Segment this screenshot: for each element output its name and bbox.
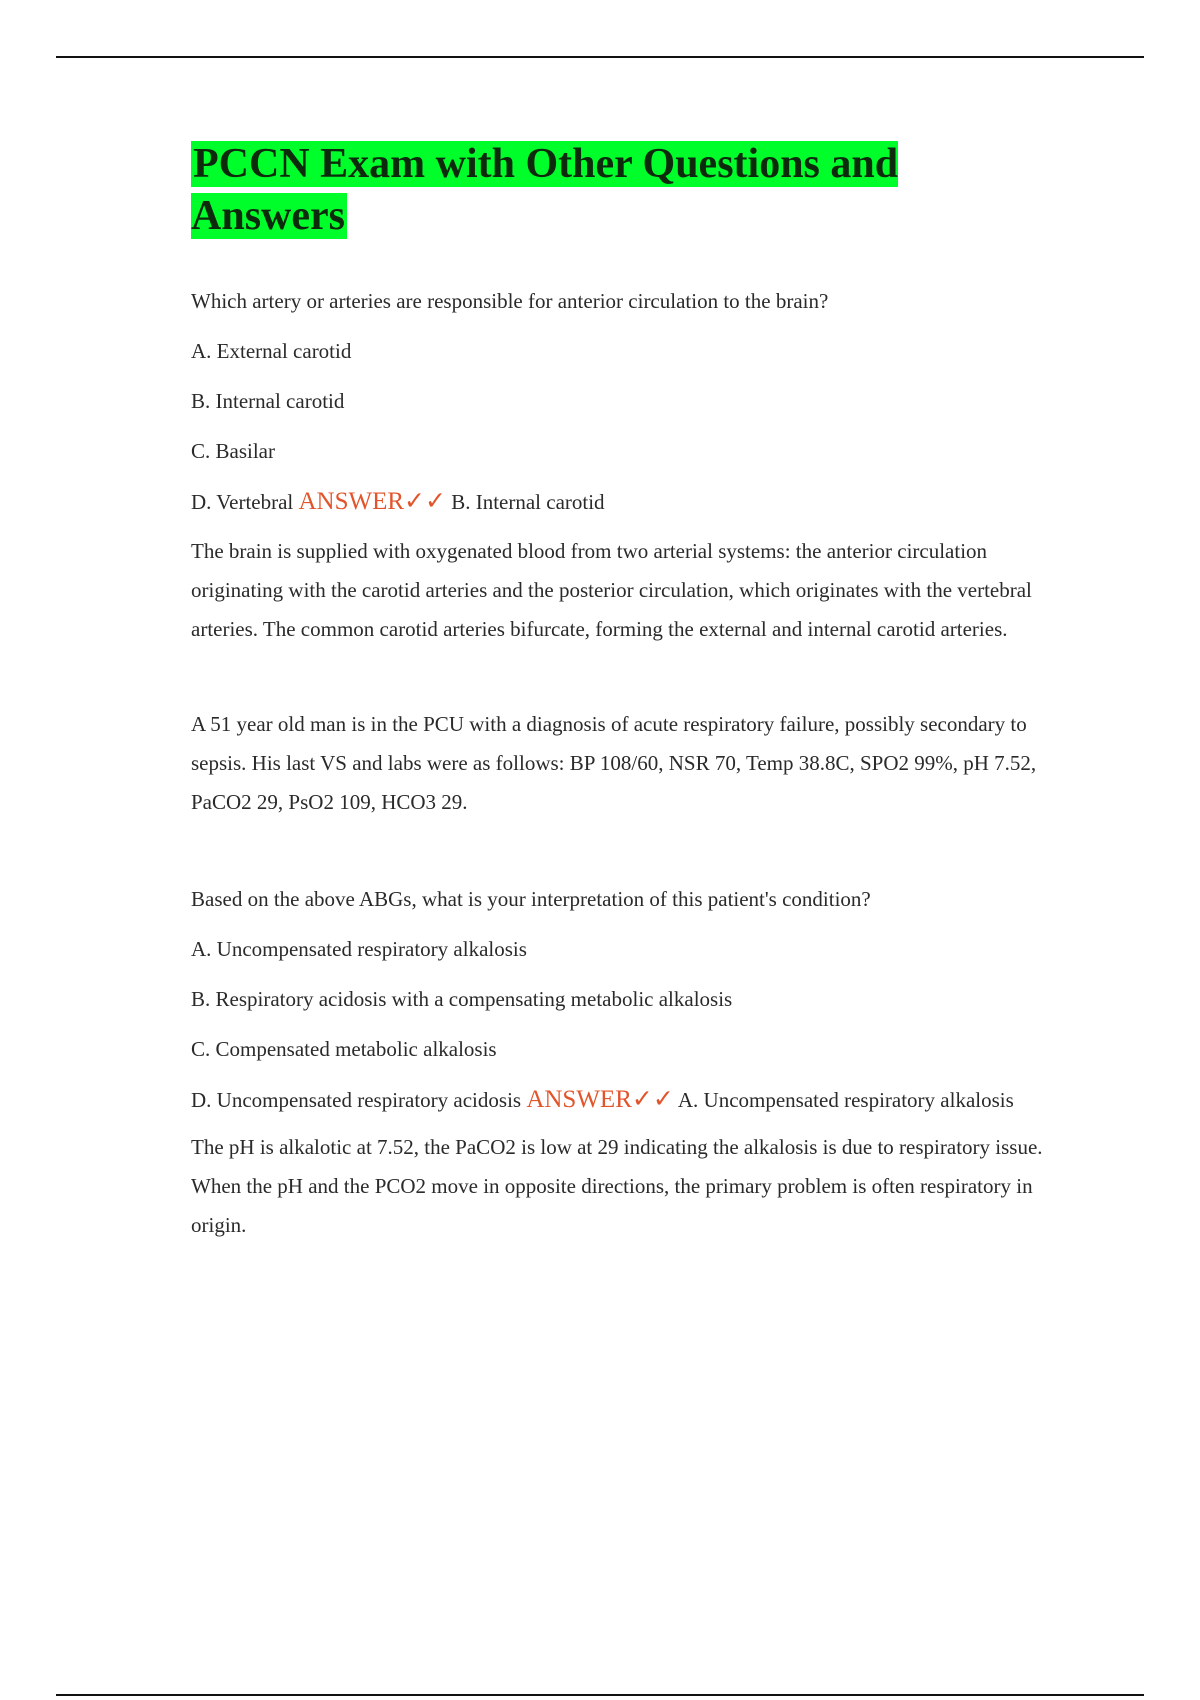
document-body: [191, 138, 1051, 1245]
question-2-option-c: C. Compensated metabolic alkalosis: [191, 1037, 497, 1061]
question-2-stem: Based on the above ABGs, what is your interpretation of this patient's condition?: [191, 887, 871, 911]
document-title-highlight: PCCN Exam with Other Questions and Answers: [191, 141, 899, 239]
question-1-answer-line: [191, 484, 1051, 520]
question-1-option-c: C. Basilar: [191, 439, 275, 463]
question-2-answer-line: [191, 1078, 1051, 1122]
question-2-option-a: A. Uncompensated respiratory alkalosis: [191, 937, 527, 961]
question-2-option-b: B. Respiratory acidosis with a compensating metabolic alkalosis: [191, 987, 733, 1011]
question-2-scenario: A 51 year old man is in the PCU with a diagnosis of acute respiratory failure, possibly secondary to sepsis. His last VS and labs were as follows: BP 108/60, NSR 70, Temp 38.8C, SPO2 99%, pH 7.52, PaCO2 29, PsO2 109, HCO3 29.: [191, 712, 1037, 814]
document-title: [191, 138, 1051, 242]
question-1-option-d: D. Vertebral: [191, 490, 294, 514]
question-2-option-d: D. Uncompensated respiratory acidosis: [191, 1088, 522, 1112]
question-2-answer: A. Uncompensated respiratory alkalosis: [677, 1088, 1014, 1112]
question-1-answer: B. Internal carotid: [451, 490, 605, 514]
question-1-answer-tag: ANSWER✓✓: [298, 488, 446, 515]
header-rule: [56, 56, 1144, 58]
question-1-option-a: A. External carotid: [191, 339, 352, 363]
question-1-explanation: The brain is supplied with oxygenated blood from two arterial systems: the anterior circulation originating with the carotid arteries and the posterior circulation, which originates with the vertebral arteries. The common carotid arteries bifurcate, forming the external and internal carotid arteries.: [191, 539, 1032, 641]
question-2-explanation: The pH is alkalotic at 7.52, the PaCO2 is low at 29 indicating the alkalosis is due to respiratory issue. When the pH and the PCO2 move in opposite directions, the primary problem is often respiratory in origin.: [191, 1135, 1043, 1237]
question-2: [191, 705, 1051, 1245]
question-1-stem: Which artery or arteries are responsible for anterior circulation to the brain?: [191, 289, 829, 313]
question-2-answer-tag: ANSWER✓✓: [526, 1086, 674, 1113]
footer-rule: [56, 1694, 1144, 1696]
question-1: [191, 286, 1051, 649]
question-1-option-b: B. Internal carotid: [191, 389, 345, 413]
